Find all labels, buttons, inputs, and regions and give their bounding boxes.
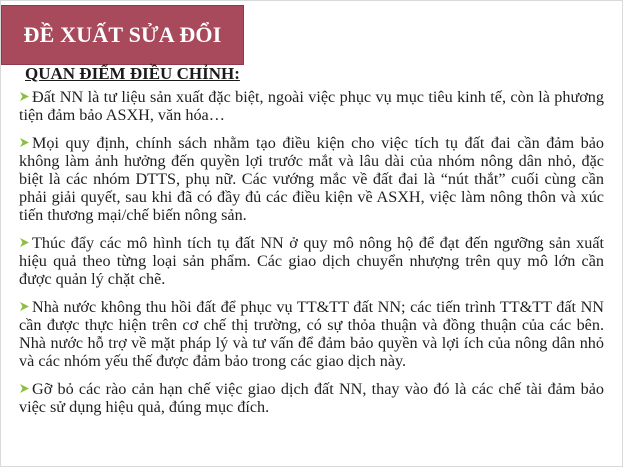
bullet-text: Thúc đẩy các mô hình tích tụ đất NN ở quy mô nông hộ để đạt đến ngưỡng sản xuất hiệu quả theo từng loại sản phẩm. Các giao dịch chuyển nhượng trên quy mô lớn cần được quản lý chặt chẽ.	[19, 234, 604, 288]
title-banner	[1, 5, 244, 65]
list-item	[19, 234, 604, 288]
green-arrow-bullet-icon	[19, 237, 30, 248]
bullet-text: Gỡ bỏ các rào cản hạn chế việc giao dịch đất NN, thay vào đó là các chế tài đảm bảo việc sử dụng hiệu quả, đúng mục đích.	[19, 380, 604, 416]
green-arrow-bullet-icon	[19, 301, 30, 312]
green-arrow-bullet-icon	[19, 91, 30, 102]
bullet-text: Mọi quy định, chính sách nhằm tạo điều kiện cho việc tích tụ đất đai cần đảm bảo không làm ảnh hưởng đến quyền lợi trước mắt và lâu dài của nhóm nông dân nhỏ, đặc biệt là các nhóm DTTS, phụ nữ. Các vướng mắc về đất đai là “nút thắt” cuối cùng cần phải giải quyết, sau khi đã có đầy đủ các điều kiện về ASXH, việc làm nông thôn và xúc tiến thương mại/chế biến nông sản.	[19, 134, 604, 224]
list-item	[19, 134, 604, 224]
bullet-text: Đất NN là tư liệu sản xuất đặc biệt, ngoài việc phục vụ mục tiêu kinh tế, còn là phương tiện đảm bảo ASXH, văn hóa…	[19, 88, 604, 124]
list-item	[19, 88, 604, 124]
bullet-text: Nhà nước không thu hồi đất để phục vụ TT&TT đất NN; các tiến trình TT&TT đất NN cần được thực hiện trên cơ chế thị trường, có sự thỏa thuận và đồng thuận của các bên. Nhà nước hỗ trợ về mặt pháp lý và tư vấn để đảm bảo quyền và lợi ích của nông dân nhỏ và các nhóm yếu thế được đảm bảo trong các giao dịch này.	[19, 298, 604, 370]
green-arrow-bullet-icon	[19, 137, 30, 148]
section-subheading: QUAN ĐIỂM ĐIỀU CHỈNH:	[25, 64, 240, 83]
list-item	[19, 298, 604, 370]
list-item	[19, 380, 604, 416]
bullet-list	[19, 88, 604, 426]
green-arrow-bullet-icon	[19, 383, 30, 394]
slide-title: ĐỀ XUẤT SỬA ĐỔI	[23, 22, 222, 47]
